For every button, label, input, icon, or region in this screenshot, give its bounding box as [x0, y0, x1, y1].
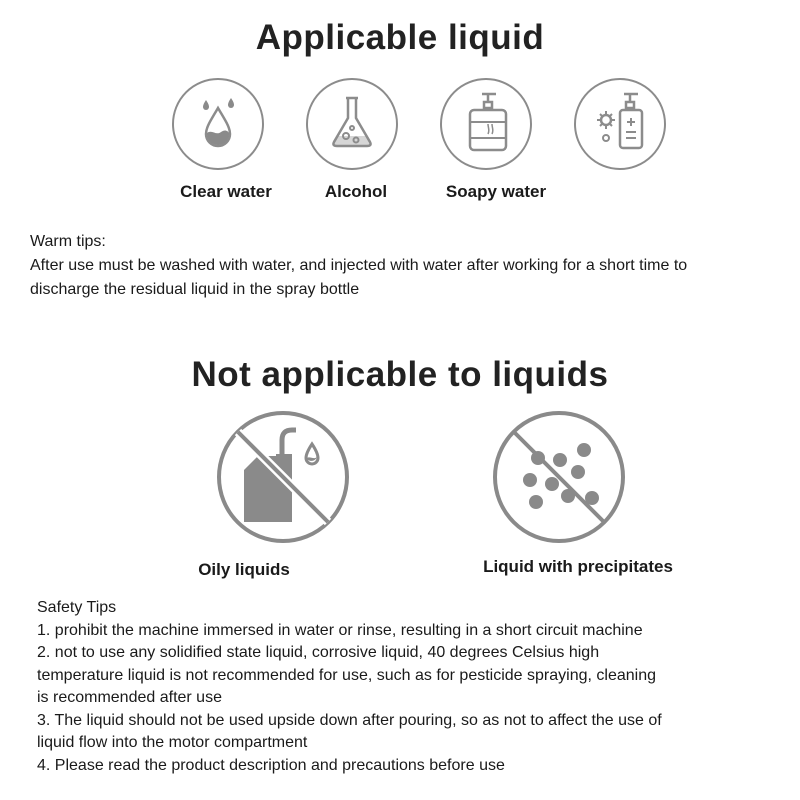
warm-tips-line: After use must be washed with water, and injected with water after working for a short time to — [30, 257, 688, 274]
warm-tips — [30, 230, 790, 302]
safety-tips-line: liquid flow into the motor compartment — [37, 734, 308, 751]
warm-tips-heading: Warm tips: — [30, 233, 106, 250]
safety-tips-line: 1. prohibit the machine immersed in water or rinse, resulting in a short circuit machine — [37, 621, 643, 639]
safety-tips-line: temperature liquid is not recommended for use, such as for pesticide spraying, cleaning — [37, 666, 656, 684]
label-soapy-water: Soapy water — [445, 182, 547, 201]
safety-tips-heading: Safety Tips — [37, 599, 117, 616]
label-oily-liquids: Oily liquids — [198, 560, 290, 579]
soap-dispenser-icon — [440, 78, 532, 170]
safety-tips-line: 3. The liquid should not be used upside down after pouring, so as not to affect the use of — [37, 711, 662, 729]
no-oily-liquid-icon — [216, 410, 350, 544]
sanitizer-bottle-icon — [574, 78, 666, 170]
flask-icon — [306, 78, 398, 170]
safety-tips-line: is recommended after use — [37, 689, 222, 706]
label-alcohol: Alcohol — [324, 182, 388, 201]
safety-tips-line: 4. Please read the product description and precautions before use — [37, 756, 505, 774]
not-applicable-title: Not applicable to liquids — [191, 355, 609, 394]
no-precipitates-icon — [492, 410, 626, 544]
label-clear-water: Clear water — [180, 182, 272, 201]
warm-tips-line: discharge the residual liquid in the spray bottle — [30, 281, 360, 298]
safety-tips-line: 2. not to use any solidified state liquid, corrosive liquid, 40 degrees Celsius high — [37, 644, 600, 661]
applicable-title: Applicable liquid — [255, 18, 545, 57]
safety-tips — [37, 597, 792, 777]
label-liquid-with-precipitates: Liquid with precipitates — [483, 557, 673, 576]
water-drop-icon — [172, 78, 264, 170]
